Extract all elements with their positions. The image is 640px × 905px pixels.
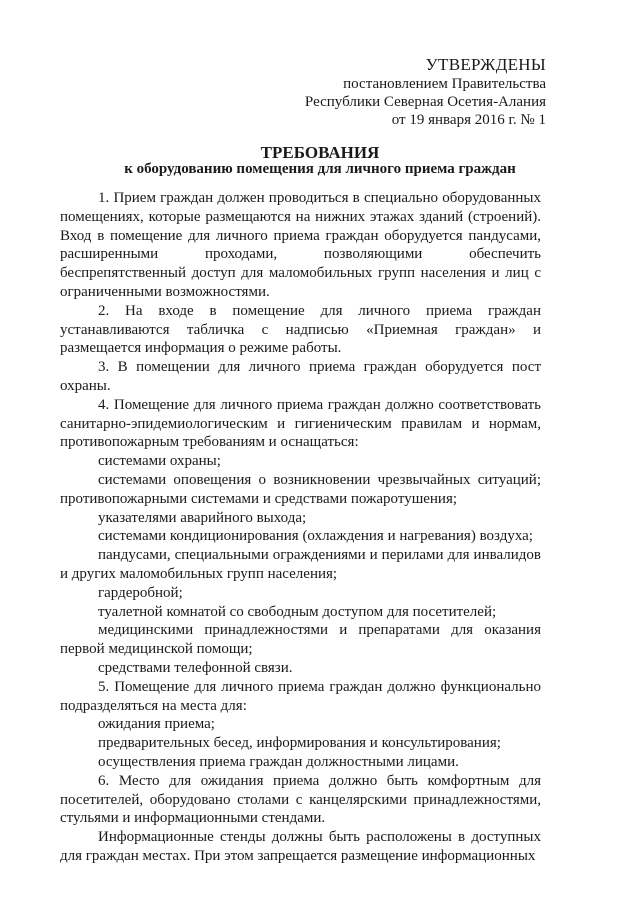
- list-item: осуществления приема граждан должностными лицами.: [98, 753, 459, 770]
- approval-heading: УТВЕРЖДЕНЫ: [425, 55, 546, 74]
- paragraph-6: 6. Место для ожидания приема должно быть комфортным для посетителей, оборудовано столами с канцелярскими принадлежностями, стульями и информационными стендами.: [60, 772, 541, 827]
- document-subtitle: к оборудованию помещения для личного приема граждан: [124, 161, 516, 177]
- approval-line-2: Республики Северная Осетия-Алания: [304, 94, 546, 110]
- paragraph-7: Информационные стенды должны быть расположены в доступных для граждан местах. При этом запрещается размещение информационных: [60, 829, 541, 864]
- approval-line-1: постановлением Правительства: [343, 76, 546, 92]
- list-item: средствами телефонной связи.: [98, 659, 293, 676]
- list-item: системами оповещения о возникновении чрезвычайных ситуаций; противопожарными системами и средствами пожаротушения;: [60, 471, 541, 507]
- list-item: ожидания приема;: [98, 716, 215, 733]
- paragraph-4: 4. Помещение для личного приема граждан должно соответствовать санитарно-эпидемиологическим и гигиеническим правилам и нормам, противопожарным требованиям и оснащаться:: [60, 396, 541, 451]
- list-item: системами кондиционирования (охлаждения и нагревания) воздуха;: [98, 528, 533, 545]
- list-item: системами охраны;: [98, 453, 221, 470]
- document-body: [60, 189, 541, 866]
- document-title: ТРЕБОВАНИЯ: [260, 143, 380, 162]
- approval-stamp: [305, 55, 546, 129]
- list-item: пандусами, специальными ограждениями и перилами для инвалидов и других маломобильных групп населения;: [60, 547, 541, 582]
- list-item: туалетной комнатой со свободным доступом для посетителей;: [98, 603, 497, 620]
- approval-line-3: от 19 января 2016 г. № 1: [391, 112, 546, 128]
- list-item: гардеробной;: [98, 584, 183, 601]
- list-item: предварительных бесед, информирования и консультирования;: [98, 735, 501, 752]
- paragraph-2: 2. На входе в помещение для личного приема граждан устанавливаются табличка с надписью «Приемная граждан» и размещается информация о режиме работы.: [60, 302, 541, 357]
- paragraph-3: 3. В помещении для личного приема граждан оборудуется пост охраны.: [60, 359, 541, 394]
- paragraph-5: 5. Помещение для личного приема граждан должно функционально подразделяться на места для:: [60, 678, 541, 714]
- paragraph-1: 1. Прием граждан должен проводиться в специально оборудованных помещениях, которые размещаются на нижних этажах зданий (строений). Вход в помещение для личного приема граждан оборудуется пандусами, расширенными проходами, позволяющими обеспечить беспрепятственный доступ для маломобильных групп населения и лиц с ограниченными возможностями.: [60, 190, 541, 300]
- list-item: медицинскими принадлежностями и препаратами для оказания первой медицинской помощи;: [60, 622, 541, 658]
- list-item: указателями аварийного выхода;: [98, 509, 307, 526]
